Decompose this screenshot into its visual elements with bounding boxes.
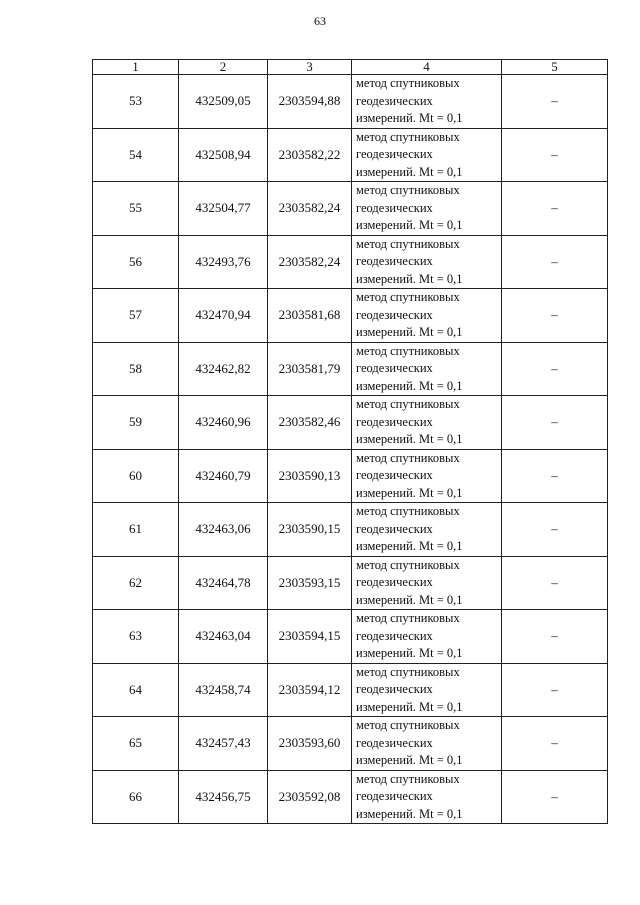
method-line: измерений. Mt = 0,1 <box>356 646 463 660</box>
method-line: метод спутниковых <box>356 718 460 732</box>
coordinate-y: 2303582,46 <box>268 396 352 450</box>
header-col-3: 3 <box>268 60 352 75</box>
table-row <box>93 503 608 557</box>
coordinate-x: 432508,94 <box>179 128 268 182</box>
point-number: 59 <box>93 396 179 450</box>
coordinate-x: 432458,74 <box>179 663 268 717</box>
method-line: измерений. Mt = 0,1 <box>356 485 463 500</box>
coordinate-x: 432493,76 <box>179 235 268 289</box>
method-line: геодезических <box>356 628 433 643</box>
method-description <box>352 396 502 450</box>
table-row <box>93 449 608 503</box>
header-col-1: 1 <box>93 60 179 75</box>
coordinate-x: 432456,75 <box>179 770 268 824</box>
method-line: измерений. Mt = 0,1 <box>356 539 463 553</box>
coordinate-x: 432470,94 <box>179 289 268 343</box>
coordinate-x: 432462,82 <box>179 342 268 396</box>
method-line: метод спутниковых <box>356 129 460 144</box>
point-number: 66 <box>93 770 179 824</box>
coordinate-x: 432464,78 <box>179 556 268 610</box>
table-header <box>93 60 608 75</box>
method-description <box>352 289 502 343</box>
table-row <box>93 75 608 129</box>
method-description <box>352 182 502 236</box>
method-line: измерений. Mt = 0,1 <box>356 271 463 286</box>
method-line: метод спутниковых <box>356 771 460 786</box>
method-line: геодезических <box>356 521 433 536</box>
method-description <box>352 610 502 664</box>
note-dash: – <box>502 128 608 182</box>
method-line: геодезических <box>356 307 433 322</box>
table-row <box>93 289 608 343</box>
method-line: измерений. Mt = 0,1 <box>356 592 463 607</box>
coordinates-table <box>92 59 608 824</box>
method-line: измерений. Mt = 0,1 <box>356 699 463 714</box>
method-line: измерений. Mt = 0,1 <box>356 432 463 446</box>
method-description <box>352 235 502 289</box>
method-line: геодезических <box>356 414 433 429</box>
coordinate-y: 2303594,12 <box>268 663 352 717</box>
coordinate-y: 2303590,15 <box>268 503 352 557</box>
coordinate-y: 2303582,24 <box>268 235 352 289</box>
method-line: геодезических <box>356 575 433 589</box>
note-dash: – <box>502 289 608 343</box>
coordinate-y: 2303581,79 <box>268 342 352 396</box>
note-dash: – <box>502 717 608 771</box>
method-line: метод спутниковых <box>356 504 460 518</box>
point-number: 56 <box>93 235 179 289</box>
method-line: геодезических <box>356 93 433 108</box>
method-line: геодезических <box>356 735 433 750</box>
method-line: измерений. Mt = 0,1 <box>356 806 463 821</box>
point-number: 64 <box>93 663 179 717</box>
method-line: метод спутниковых <box>356 664 460 679</box>
point-number: 57 <box>93 289 179 343</box>
point-number: 53 <box>93 75 179 129</box>
method-line: геодезических <box>356 361 433 375</box>
method-line: измерений. Mt = 0,1 <box>356 378 463 393</box>
note-dash: – <box>502 610 608 664</box>
note-dash: – <box>502 503 608 557</box>
note-dash: – <box>502 235 608 289</box>
table-row <box>93 396 608 450</box>
note-dash: – <box>502 342 608 396</box>
note-dash: – <box>502 396 608 450</box>
coordinate-x: 432463,06 <box>179 503 268 557</box>
method-description <box>352 770 502 824</box>
method-description <box>352 556 502 610</box>
method-line: измерений. Mt = 0,1 <box>356 164 463 179</box>
coordinate-x: 432463,04 <box>179 610 268 664</box>
point-number: 54 <box>93 128 179 182</box>
table-body <box>93 75 608 824</box>
header-row <box>93 60 608 75</box>
coordinate-x: 432460,96 <box>179 396 268 450</box>
coordinate-y: 2303594,88 <box>268 75 352 129</box>
method-description <box>352 342 502 396</box>
method-description <box>352 75 502 129</box>
note-dash: – <box>502 75 608 129</box>
point-number: 63 <box>93 610 179 664</box>
note-dash: – <box>502 182 608 236</box>
point-number: 61 <box>93 503 179 557</box>
coordinate-y: 2303581,68 <box>268 289 352 343</box>
point-number: 55 <box>93 182 179 236</box>
coordinate-y: 2303593,60 <box>268 717 352 771</box>
method-description <box>352 128 502 182</box>
point-number: 65 <box>93 717 179 771</box>
method-line: метод спутниковых <box>356 611 460 625</box>
method-line: геодезических <box>356 254 433 268</box>
coordinate-y: 2303593,15 <box>268 556 352 610</box>
method-description <box>352 449 502 503</box>
method-line: измерений. Mt = 0,1 <box>356 753 463 767</box>
method-line: метод спутниковых <box>356 343 460 358</box>
table-row <box>93 235 608 289</box>
table-row <box>93 770 608 824</box>
method-description <box>352 503 502 557</box>
method-line: метод спутниковых <box>356 183 460 197</box>
coordinate-y: 2303582,24 <box>268 182 352 236</box>
coordinate-x: 432509,05 <box>179 75 268 129</box>
method-line: геодезических <box>356 682 433 696</box>
coordinate-x: 432460,79 <box>179 449 268 503</box>
method-line: геодезических <box>356 468 433 482</box>
method-line: геодезических <box>356 789 433 803</box>
method-line: метод спутниковых <box>356 397 460 411</box>
table-row <box>93 663 608 717</box>
method-line: измерений. Mt = 0,1 <box>356 218 463 232</box>
point-number: 58 <box>93 342 179 396</box>
note-dash: – <box>502 556 608 610</box>
coordinate-x: 432504,77 <box>179 182 268 236</box>
coordinate-x: 432457,43 <box>179 717 268 771</box>
point-number: 62 <box>93 556 179 610</box>
method-line: метод спутниковых <box>356 290 460 304</box>
point-number: 60 <box>93 449 179 503</box>
method-line: измерений. Mt = 0,1 <box>356 325 463 339</box>
coordinate-y: 2303582,22 <box>268 128 352 182</box>
method-line: геодезических <box>356 200 433 215</box>
method-line: геодезических <box>356 147 433 161</box>
note-dash: – <box>502 449 608 503</box>
method-line: метод спутниковых <box>356 76 460 90</box>
coordinate-y: 2303590,13 <box>268 449 352 503</box>
header-col-4: 4 <box>352 60 502 75</box>
table-row <box>93 717 608 771</box>
method-line: метод спутниковых <box>356 450 460 465</box>
coordinate-y: 2303592,08 <box>268 770 352 824</box>
table-row <box>93 610 608 664</box>
table-row <box>93 342 608 396</box>
note-dash: – <box>502 770 608 824</box>
method-description <box>352 717 502 771</box>
method-description <box>352 663 502 717</box>
method-line: измерений. Mt = 0,1 <box>356 111 463 125</box>
method-line: метод спутниковых <box>356 557 460 572</box>
header-col-5: 5 <box>502 60 608 75</box>
method-line: метод спутниковых <box>356 236 460 251</box>
coordinate-y: 2303594,15 <box>268 610 352 664</box>
note-dash: – <box>502 663 608 717</box>
table-row <box>93 128 608 182</box>
table-row <box>93 182 608 236</box>
header-col-2: 2 <box>179 60 268 75</box>
page-number: 63 <box>314 14 326 28</box>
table-row <box>93 556 608 610</box>
